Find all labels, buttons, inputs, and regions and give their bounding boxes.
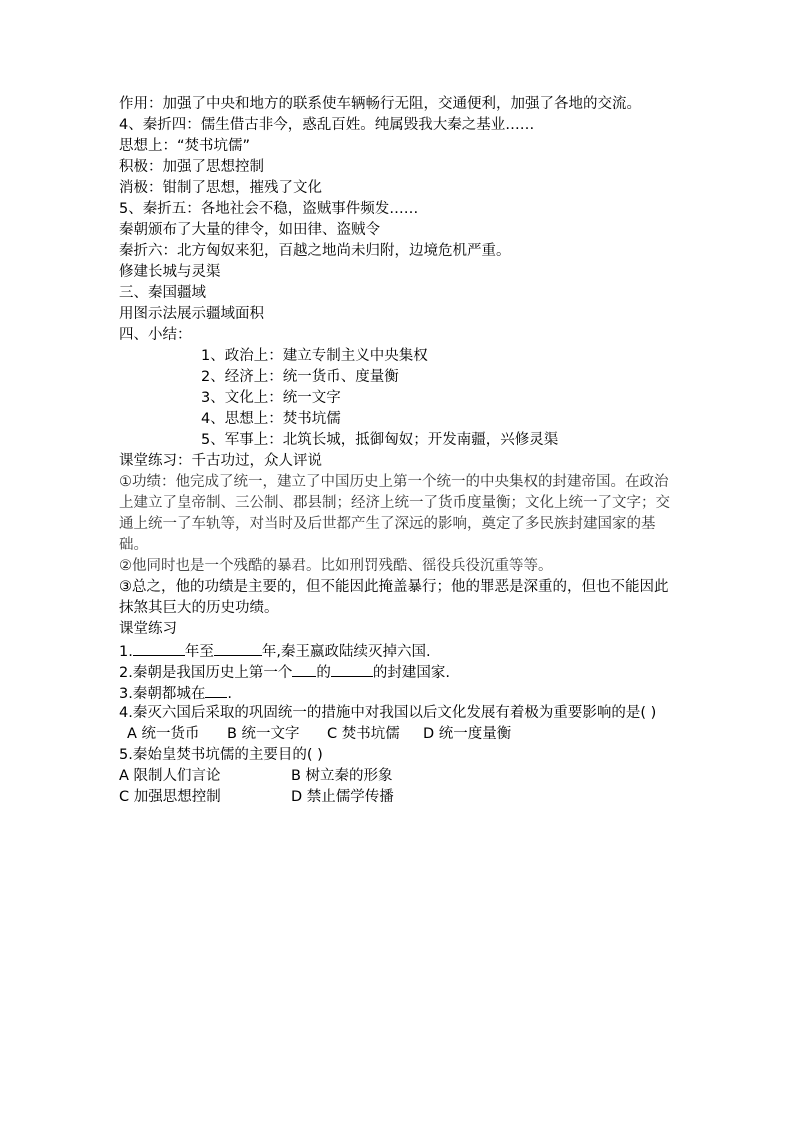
question-4: 4.秦灭六国后采取的巩固统一的措施中对我国以后文化发展有着极为重要影响的是( ) bbox=[119, 705, 657, 721]
paragraph-effect: 作用：加强了中央和地方的联系使车辆畅行无阻，交通便利，加强了各地的交流。 bbox=[119, 96, 641, 112]
question-5-options-row bbox=[119, 766, 679, 787]
q2-text: 的封建国家. bbox=[372, 665, 450, 681]
paragraph-conclusion: ③总之，他的功绩是主要的，但不能因此掩盖暴行；他的罪恶是深重的，但也不能因此抹煞其巨大的历史功绩。 bbox=[119, 579, 669, 616]
text-line: 积极：加强了思想控制 bbox=[119, 159, 264, 175]
question-2 bbox=[119, 661, 679, 682]
option-a[interactable]: A 统一货币 bbox=[127, 726, 200, 742]
q2-text: 2.秦朝是我国历史上第一个 bbox=[119, 665, 293, 681]
q3-text: . bbox=[227, 686, 232, 702]
answer-blank[interactable] bbox=[214, 640, 262, 656]
text-line: 思想上：“焚书坑儒” bbox=[119, 138, 251, 154]
summary-item: 3、文化上：统一文字 bbox=[201, 390, 341, 406]
section-heading: 三、秦国疆域 bbox=[119, 285, 206, 301]
section-heading: 四、小结： bbox=[119, 327, 192, 343]
q1-number: 1. bbox=[119, 644, 133, 660]
option-a[interactable]: A 限制人们言论 bbox=[119, 768, 221, 784]
text-line: 修建长城与灵渠 bbox=[119, 264, 221, 280]
answer-blank[interactable] bbox=[133, 640, 185, 656]
q3-text: 3.秦朝都城在 bbox=[119, 686, 206, 702]
option-b[interactable]: B 树立秦的形象 bbox=[291, 768, 393, 784]
q1-text: 年,秦王嬴政陆续灭掉六国. bbox=[261, 644, 431, 660]
answer-blank[interactable] bbox=[331, 661, 373, 677]
paragraph-merits: ①功绩：他完成了统一，建立了中国历史上第一个统一的中央集权的封建帝国。在政治上建立了皇帝制、三公制、郡县制；经济上统一了货币度量衡；文化上统一了文字；交通上统一了车轨等，对当时及后世都产生了深远的影响，奠定了多民族封建国家的基础。 bbox=[119, 474, 670, 553]
option-b[interactable]: B 统一文字 bbox=[227, 726, 300, 742]
text-line: 消极：钳制了思想，摧残了文化 bbox=[119, 180, 322, 196]
text-line: 5、秦折五：各地社会不稳，盗贼事件频发…… bbox=[119, 201, 419, 217]
summary-item: 2、经济上：统一货币、度量衡 bbox=[201, 369, 399, 385]
question-4-options bbox=[119, 724, 679, 745]
option-d[interactable]: D 禁止儒学传播 bbox=[291, 789, 394, 805]
text-line: 秦朝颁布了大量的律令，如田律、盗贼令 bbox=[119, 222, 380, 238]
text-line: 秦折六：北方匈奴来犯，百越之地尚未归附，边境危机严重。 bbox=[119, 243, 511, 259]
question-3 bbox=[119, 682, 679, 703]
summary-item: 1、政治上：建立专制主义中央集权 bbox=[201, 348, 428, 364]
text-line: 4、秦折四：儒生借古非今，惑乱百姓。纯属毁我大秦之基业…… bbox=[119, 117, 535, 133]
q2-text: 的 bbox=[316, 665, 331, 681]
question-5: 5.秦始皇焚书坑儒的主要目的( ) bbox=[119, 747, 323, 763]
document-page bbox=[119, 94, 679, 808]
summary-item: 5、军事上：北筑长城，抵御匈奴；开发南疆，兴修灵渠 bbox=[201, 432, 559, 448]
text-line: 用图示法展示疆域面积 bbox=[119, 306, 264, 322]
answer-blank[interactable] bbox=[292, 661, 316, 677]
text-line: 课堂练习：千古功过，众人评说 bbox=[119, 453, 322, 469]
q1-text: 年至 bbox=[184, 644, 214, 660]
answer-blank[interactable] bbox=[205, 682, 227, 698]
question-1 bbox=[119, 640, 679, 661]
summary-item: 4、思想上：焚书坑儒 bbox=[201, 411, 341, 427]
option-d[interactable]: D 统一度量衡 bbox=[423, 726, 512, 742]
option-c[interactable]: C 加强思想控制 bbox=[119, 789, 221, 805]
section-heading: 课堂练习 bbox=[119, 621, 177, 637]
option-c[interactable]: C 焚书坑儒 bbox=[327, 726, 400, 742]
paragraph-tyrant: ②他同时也是一个残酷的暴君。比如刑罚残酷、徭役兵役沉重等等。 bbox=[119, 558, 553, 574]
question-5-options-row bbox=[119, 787, 679, 808]
